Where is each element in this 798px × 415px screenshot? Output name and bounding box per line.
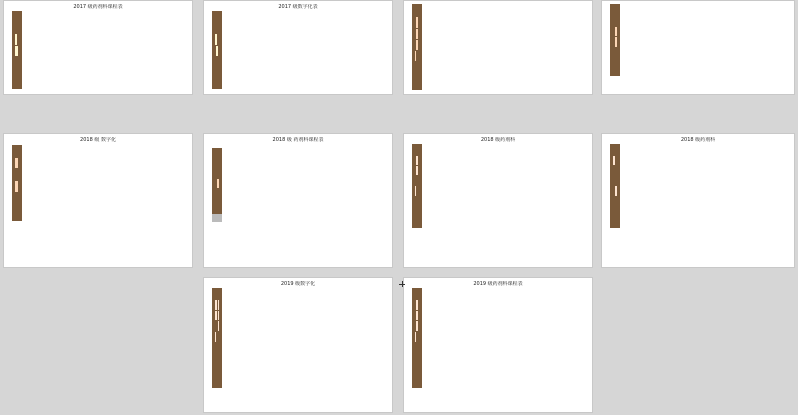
page-1[interactable] (3, 0, 193, 95)
page-10[interactable] (403, 277, 593, 413)
page-6[interactable] (203, 133, 393, 268)
page-4[interactable] (601, 0, 795, 95)
page-9[interactable] (203, 277, 393, 413)
page-title: 2017 级药剂科课程表 (73, 4, 123, 10)
page-title: 2019 级数字化 (280, 281, 316, 287)
schedule-table (610, 144, 620, 228)
page-title: 2018 级药剂科 (480, 137, 516, 143)
schedule-table (212, 11, 222, 89)
page-3[interactable] (403, 0, 593, 95)
schedule-table (212, 288, 222, 388)
page-title: 2018 级 数字化 (80, 137, 116, 143)
schedule-table (412, 4, 422, 90)
page-2[interactable] (203, 0, 393, 95)
page-title: 2018 级药剂科 (680, 137, 716, 143)
page-title: 2019 级药剂科课程表 (473, 281, 523, 287)
page-5[interactable] (3, 133, 193, 268)
move-cursor-icon (399, 281, 405, 287)
schedule-table (412, 144, 422, 228)
page-8[interactable] (601, 133, 795, 268)
page-title: 2018 级 药剂科课程表 (272, 137, 324, 143)
schedule-table (12, 145, 22, 221)
schedule-table (610, 4, 620, 76)
page-title: 2017 级数字化表 (278, 4, 318, 10)
schedule-table (412, 288, 422, 388)
schedule-table (12, 11, 22, 89)
page-7[interactable] (403, 133, 593, 268)
schedule-table (212, 148, 222, 222)
